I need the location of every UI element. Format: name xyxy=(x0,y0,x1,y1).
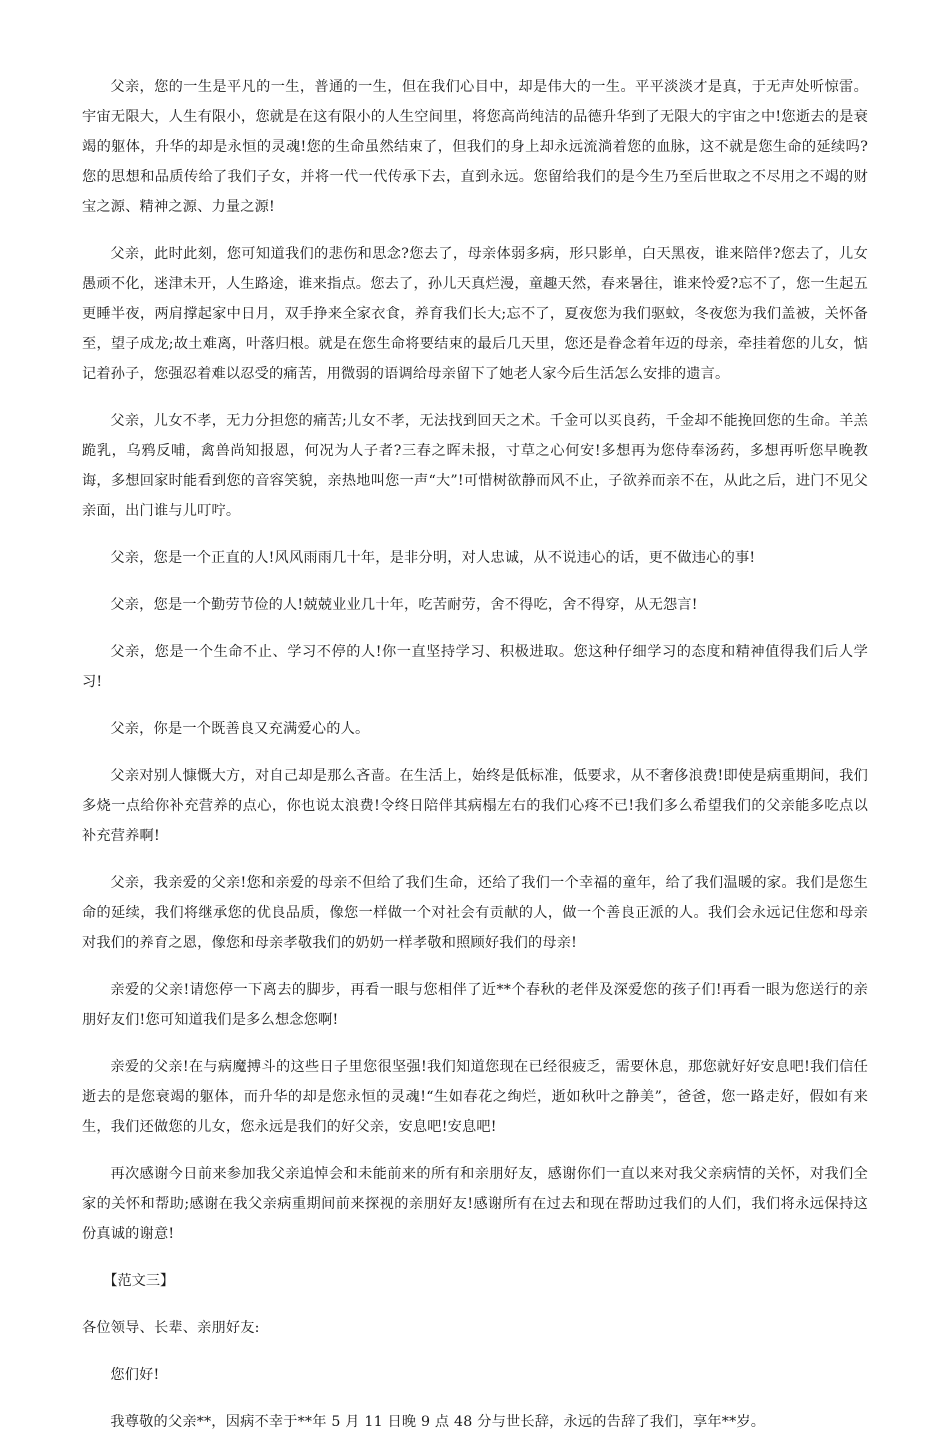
paragraph-6: 父亲，您是一个生命不止、学习不停的人!你一直坚持学习、积极进取。您这种仔细学习的态度和精神值得我们后人学习! xyxy=(82,644,868,690)
paragraph-1: 父亲，您的一生是平凡的一生，普通的一生，但在我们心目中，却是伟大的一生。平平淡淡才是真，于无声处听惊雷。宇宙无限大，人生有限小，您就是在这有限小的人生空间里，将您高尚纯洁的品德升华到了无限大的宇宙之中!您逝去的是衰竭的躯体，升华的却是永恒的灵魂!您的生命虽然结束了，但我们的身上却永远流淌着您的血脉，这不就是您生命的延续吗?您的思想和品质传给了我们子女，并将一代一代传承下去，直到永远。您留给我们的是今生乃至后世取之不尽用之不竭的财宝之源、精神之源、力量之源! xyxy=(82,79,868,215)
paragraph-2: 父亲，此时此刻，您可知道我们的悲伤和思念?您去了，母亲体弱多病，形只影单，白天黑夜，谁来陪伴?您去了，儿女愚顽不化，迷津未开，人生路途，谁来指点。您去了，孙儿天真烂漫，童趣天然，春来暑往，谁来怜爱?忘不了，您一生起五更睡半夜，两肩撑起家中日月，双手挣来全家衣食，养育我们长大;忘不了，夏夜您为我们驱蚊，冬夜您为我们盖被，关怀备至，望子成龙;故土难离，叶落归根。就是在您生命将要结束的最后几天里，您还是眷念着年迈的母亲，牵挂着您的儿女，惦记着孙子，您强忍着难以忍受的痛苦，用微弱的语调给母亲留下了她老人家今后生活怎么安排的遗言。 xyxy=(82,246,868,382)
document-body xyxy=(82,72,868,1454)
paragraph-7: 父亲，你是一个既善良又充满爱心的人。 xyxy=(110,721,370,737)
paragraph-5: 父亲，您是一个勤劳节俭的人!兢兢业业几十年，吃苦耐劳，舍不得吃，舍不得穿，从无怨言! xyxy=(110,597,698,613)
paragraph-12: 再次感谢今日前来参加我父亲追悼会和未能前来的所有和亲朋好友，感谢你们一直以来对我父亲病情的关怀，对我们全家的关怀和帮助;感谢在我父亲病重期间前来探视的亲朋好友!感谢所有在过去和现在帮助过我们的人们，我们将永远保持这份真诚的谢意! xyxy=(82,1166,868,1242)
paragraph-4: 父亲，您是一个正直的人!风风雨雨几十年，是非分明，对人忠诚，从不说违心的话，更不做违心的事! xyxy=(110,550,756,566)
final-paragraph: 我尊敬的父亲**，因病不幸于**年 5 月 11 日晚 9 点 48 分与世长辞，永远的告辞了我们，享年**岁。 xyxy=(110,1414,766,1430)
greeting: 您们好! xyxy=(110,1367,160,1383)
paragraph-11: 亲爱的父亲!在与病魔搏斗的这些日子里您很坚强!我们知道您现在已经很疲乏，需要休息，那您就好好安息吧!我们信任逝去的是您衰竭的躯体，而升华的却是您永恒的灵魂!“生如春花之绚烂，逝如秋叶之静美”，爸爸，您一路走好，假如有来生，我们还做您的儿女，您永远是我们的好父亲，安息吧!安息吧! xyxy=(82,1059,868,1135)
section-heading: 【范文三】 xyxy=(103,1273,175,1289)
paragraph-3: 父亲，儿女不孝，无力分担您的痛苦;儿女不孝，无法找到回天之术。千金可以买良药，千金却不能挽回您的生命。羊羔跪乳，乌鸦反哺，禽兽尚知报恩，何况为人子者?三春之晖未报，寸草之心何安!多想再为您侍奉汤药，多想再听您早晚教诲，多想回家时能看到您的音容笑貌，亲热地叫您一声“大”!可惜树欲静而风不止，子欲养而亲不在，从此之后，进门不见父亲面，出门谁与儿叮咛。 xyxy=(82,413,868,519)
paragraph-8: 父亲对别人慷慨大方，对自己却是那么吝啬。在生活上，始终是低标准，低要求，从不奢侈浪费!即使是病重期间，我们多烧一点给你补充营养的点心，你也说太浪费!令终日陪伴其病榻左右的我们心疼不已!我们多么希望我们的父亲能多吃点以补充营养啊! xyxy=(82,768,868,844)
paragraph-10: 亲爱的父亲!请您停一下离去的脚步，再看一眼与您相伴了近**个春秋的老伴及深爱您的孩子们!再看一眼为您送行的亲朋好友们!您可知道我们是多么想念您啊! xyxy=(82,982,868,1028)
paragraph-9: 父亲，我亲爱的父亲!您和亲爱的母亲不但给了我们生命，还给了我们一个幸福的童年，给了我们温暖的家。我们是您生命的延续，我们将继承您的优良品质，像您一样做一个对社会有贡献的人，做一个善良正派的人。我们会永远记住您和母亲对我们的养育之恩，像您和母亲孝敬我们的奶奶一样孝敬和照顾好我们的母亲! xyxy=(82,875,868,951)
salutation: 各位领导、长辈、亲朋好友: xyxy=(82,1320,260,1336)
